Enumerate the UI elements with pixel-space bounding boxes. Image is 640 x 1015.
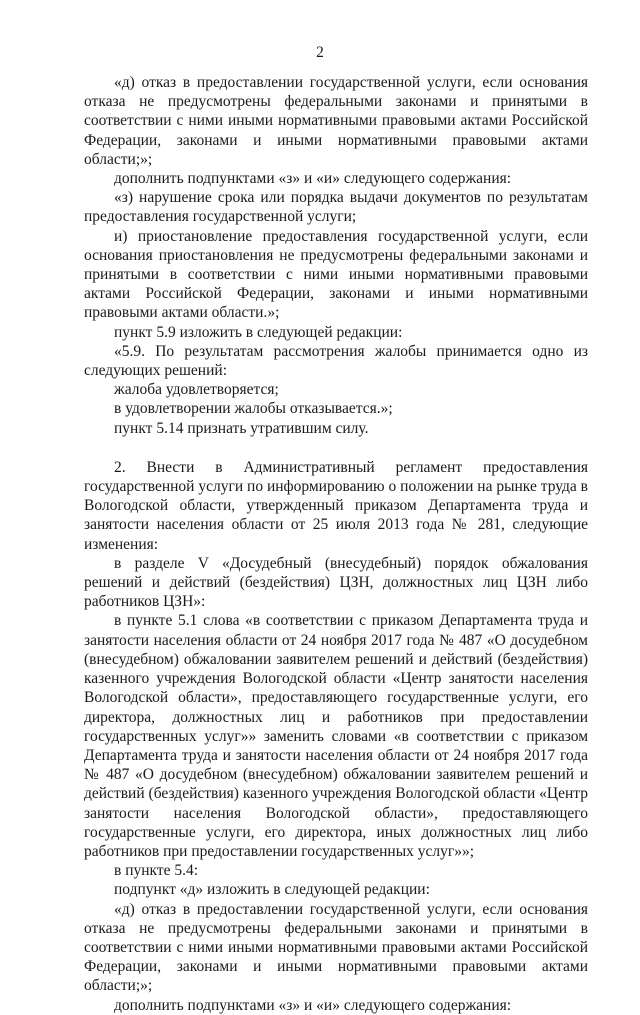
- paragraph: жалоба удовлетворяется;: [114, 381, 279, 399]
- paragraph: «з) нарушение срока или порядка выдачи документов по результатам предоставления государственной услуги;: [84, 189, 588, 226]
- paragraph: в удовлетворении жалобы отказывается.»;: [114, 400, 393, 418]
- paragraph: «д) отказ в предоставлении государственной услуги, если основания отказа не предусмотрены федеральными законами и принятыми в соответствии с ними иными нормативными правовыми актами Российской Федерации, законами и иными нормативными правовыми актами области;»;: [84, 74, 588, 168]
- paragraph: в разделе V «Досудебный (внесудебный) порядок обжалования решений и действий (бездействия) ЦЗН, должностных лиц ЦЗН либо работников ЦЗН»:: [84, 554, 588, 611]
- page-number: 2: [316, 44, 324, 61]
- paragraph: в пункте 5.4:: [114, 862, 199, 880]
- paragraph: пункт 5.9 изложить в следующей редакции:: [114, 323, 403, 341]
- paragraph: дополнить подпунктами «з» и «и» следующего содержания:: [114, 170, 512, 188]
- paragraph: «5.9. По результатам рассмотрения жалобы принимается одно из следующих решений:: [84, 342, 588, 380]
- paragraph-spacer: [84, 438, 588, 458]
- paragraph: подпункт «д» изложить в следующей редакции:: [114, 881, 430, 899]
- paragraph: и) приостановление предоставления государственной услуги, если основания приостановления не предусмотрены федеральными законами и принятыми в соответствии с ними иными нормативными правовыми актами Российской Федерации, законами и иными нормативными правовыми актами области.»;: [84, 227, 588, 322]
- paragraph: в пункте 5.1 слова «в соответствии с приказом Департамента труда и занятости населения области от 24 ноября 2017 года № 487 «О досудебном (внесудебном) обжаловании заявителем решений и действий (бездействия) казенного учреждения Вологодской области «Центр занятости населения Вологодской области», предоставляющего государственные услуги, его директора, должностных лиц и работников при предоставлении государственных услуг»» заменить словами «в соответствии с приказом Департамента труда и занятости населения области от 24 ноября 2017 года № 487 «О досудебном (внесудебном) обжаловании заявителем решений и действий (бездействия) казенного учреждения Вологодской области «Центр занятости населения Вологодской области», предоставляющего государственные услуги, его директора, иных должностных лиц либо работников при предоставлении государственных услуг»»;: [84, 612, 588, 860]
- paragraph: «д) отказ в предоставлении государственной услуги, если основания отказа не предусмотрены федеральными законами и принятыми в соответствии с ними иными нормативными правовыми актами Российской Федерации, законами и иными нормативными правовыми актами области;»;: [84, 900, 588, 995]
- document-body: [84, 73, 588, 1015]
- paragraph: 2. Внести в Административный регламент предоставления государственной услуги по информированию о положении на рынке труда в Вологодской области, утвержденный приказом Департамента труда и занятости населения области от 25 июля 2013 года № 281, следующие изменения:: [84, 458, 588, 553]
- paragraph: дополнить подпунктами «з» и «и» следующего содержания:: [114, 996, 512, 1014]
- paragraph: пункт 5.14 признать утратившим силу.: [114, 419, 369, 437]
